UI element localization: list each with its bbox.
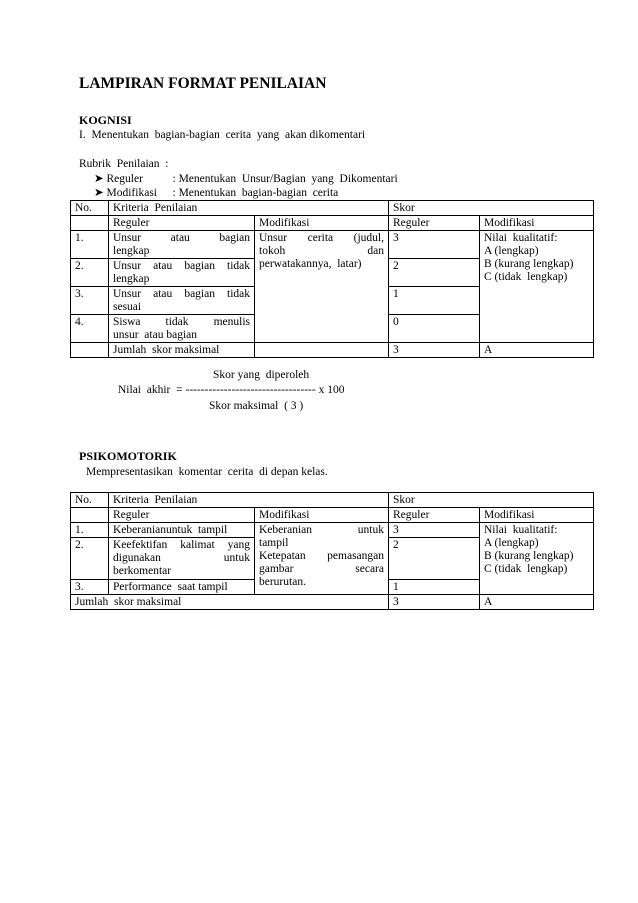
modifikasi-line: Unsur cerita (judul, bbox=[259, 232, 384, 244]
modifikasi-line: berurutan. bbox=[259, 576, 306, 588]
row-skor: 2 bbox=[389, 538, 480, 580]
row-reguler bbox=[109, 231, 255, 259]
row-reguler bbox=[109, 287, 255, 315]
row-skor: 1 bbox=[389, 580, 480, 595]
subheader-reguler: Reguler bbox=[109, 508, 255, 523]
page-title: LAMPIRAN FORMAT PENILAIAN bbox=[79, 75, 327, 92]
psikomotorik-heading: PSIKOMOTORIK bbox=[79, 449, 177, 463]
formula-line bbox=[118, 383, 344, 397]
modifikasi-criteria bbox=[255, 523, 389, 595]
row-no: 2. bbox=[71, 259, 109, 287]
psikomotorik-objective: Mempresentasikan komentar cerita di depan kelas. bbox=[86, 466, 328, 478]
row-skor: 3 bbox=[389, 231, 480, 259]
nilai-kualitatif bbox=[480, 523, 594, 595]
subheader-skor-reguler: Reguler bbox=[389, 216, 480, 231]
row-reguler bbox=[109, 315, 255, 343]
row-reguler-line: lengkap bbox=[113, 273, 150, 285]
bullet-desc: : Menentukan Unsur/Bagian yang Dikomentari bbox=[172, 173, 398, 185]
formula-dashes: ---------------------------------- x 100 bbox=[185, 384, 345, 396]
modifikasi-line: gambar secara bbox=[259, 563, 384, 575]
nilai-kualitatif bbox=[480, 231, 594, 343]
subheader-modifikasi: Modifikasi bbox=[255, 216, 389, 231]
nilai-line: A (lengkap) bbox=[484, 537, 539, 549]
arrow-bullet-icon: ➤ bbox=[94, 173, 104, 185]
row-reguler: Performance saat tampil bbox=[109, 580, 255, 595]
row-reguler-line: Unsur atau bagian bbox=[113, 232, 250, 244]
total-modifikasi: A bbox=[480, 343, 594, 358]
total-no-empty bbox=[71, 343, 109, 358]
subheader-skor-modifikasi: Modifikasi bbox=[480, 508, 594, 523]
row-no: 4. bbox=[71, 315, 109, 343]
modifikasi-criteria bbox=[255, 231, 389, 343]
row-reguler-line: lengkap bbox=[113, 245, 150, 257]
rubric-label: Rubrik Penilaian : bbox=[79, 158, 169, 170]
table-row bbox=[71, 523, 594, 538]
row-reguler: Keberanianuntuk tampil bbox=[109, 523, 255, 538]
modifikasi-line: tampil bbox=[259, 537, 289, 549]
nilai-line: B (kurang lengkap) bbox=[484, 550, 574, 562]
header-skor: Skor bbox=[389, 201, 594, 216]
header-kriteria: Kriteria Penilaian bbox=[109, 201, 389, 216]
row-reguler bbox=[109, 538, 255, 580]
total-row bbox=[71, 343, 594, 358]
arrow-bullet-icon: ➤ bbox=[94, 187, 104, 199]
kognisi-heading: KOGNISI bbox=[79, 113, 132, 127]
formula-numerator: Skor yang diperoleh bbox=[213, 369, 310, 381]
modifikasi-line: Ketepatan pemasangan bbox=[259, 550, 384, 562]
total-label: Jumlah skor maksimal bbox=[71, 595, 389, 610]
row-reguler-line: berkomentar bbox=[113, 565, 172, 577]
total-row bbox=[71, 595, 594, 610]
row-skor: 3 bbox=[389, 523, 480, 538]
total-skor: 3 bbox=[389, 595, 480, 610]
header-no-empty bbox=[71, 216, 109, 231]
row-reguler-line: Unsur atau bagian tidak bbox=[113, 260, 250, 272]
header-no: No. bbox=[71, 201, 109, 216]
row-reguler-line: Keefektifan kalimat yang bbox=[113, 539, 250, 551]
subheader-skor-reguler: Reguler bbox=[389, 508, 480, 523]
row-no: 2. bbox=[71, 538, 109, 580]
psikomotorik-table bbox=[70, 492, 594, 610]
bullet-modifikasi bbox=[94, 186, 338, 200]
total-mod-empty bbox=[255, 343, 389, 358]
row-skor: 1 bbox=[389, 287, 480, 315]
row-reguler-line: unsur atau bagian bbox=[113, 329, 197, 341]
row-no: 3. bbox=[71, 580, 109, 595]
header-no: No. bbox=[71, 493, 109, 508]
total-skor: 3 bbox=[389, 343, 480, 358]
modifikasi-line: Keberanian untuk bbox=[259, 524, 384, 536]
subheader-reguler: Reguler bbox=[109, 216, 255, 231]
nilai-line: B (kurang lengkap) bbox=[484, 258, 574, 270]
row-no: 1. bbox=[71, 523, 109, 538]
nilai-line: A (lengkap) bbox=[484, 245, 539, 257]
kognisi-table bbox=[70, 200, 594, 358]
subheader-skor-modifikasi: Modifikasi bbox=[480, 216, 594, 231]
bullet-reguler bbox=[94, 172, 398, 186]
table-row bbox=[71, 231, 594, 259]
row-reguler-line: digunakan untuk bbox=[113, 552, 250, 564]
nilai-line: C (tidak lengkap) bbox=[484, 563, 568, 575]
bullet-term: Modifikasi bbox=[106, 187, 157, 199]
nilai-line: Nilai kualitatif: bbox=[484, 524, 558, 536]
nilai-line: C (tidak lengkap) bbox=[484, 271, 568, 283]
row-skor: 2 bbox=[389, 259, 480, 287]
nilai-line: Nilai kualitatif: bbox=[484, 232, 558, 244]
row-skor: 0 bbox=[389, 315, 480, 343]
bullet-desc: : Menentukan bagian-bagian cerita bbox=[172, 187, 339, 199]
row-reguler-line: Unsur atau bagian tidak bbox=[113, 288, 250, 300]
formula-denominator: Skor maksimal ( 3 ) bbox=[209, 400, 304, 412]
row-no: 3. bbox=[71, 287, 109, 315]
row-no: 1. bbox=[71, 231, 109, 259]
row-reguler bbox=[109, 259, 255, 287]
row-reguler-line: Siswa tidak menulis bbox=[113, 316, 250, 328]
total-label: Jumlah skor maksimal bbox=[109, 343, 255, 358]
modifikasi-line: tokoh dan bbox=[259, 245, 384, 257]
header-no-empty bbox=[71, 508, 109, 523]
row-reguler-line: sesuai bbox=[113, 301, 142, 313]
header-kriteria: Kriteria Penilaian bbox=[109, 493, 389, 508]
header-skor: Skor bbox=[389, 493, 594, 508]
subheader-modifikasi: Modifikasi bbox=[255, 508, 389, 523]
total-modifikasi: A bbox=[480, 595, 594, 610]
bullet-term: Reguler bbox=[106, 173, 143, 185]
modifikasi-line: perwatakannya, latar) bbox=[259, 258, 362, 270]
formula-lhs: Nilai akhir = bbox=[118, 384, 183, 396]
kognisi-objective: I. Menentukan bagian-bagian cerita yang akan dikomentari bbox=[79, 129, 366, 141]
